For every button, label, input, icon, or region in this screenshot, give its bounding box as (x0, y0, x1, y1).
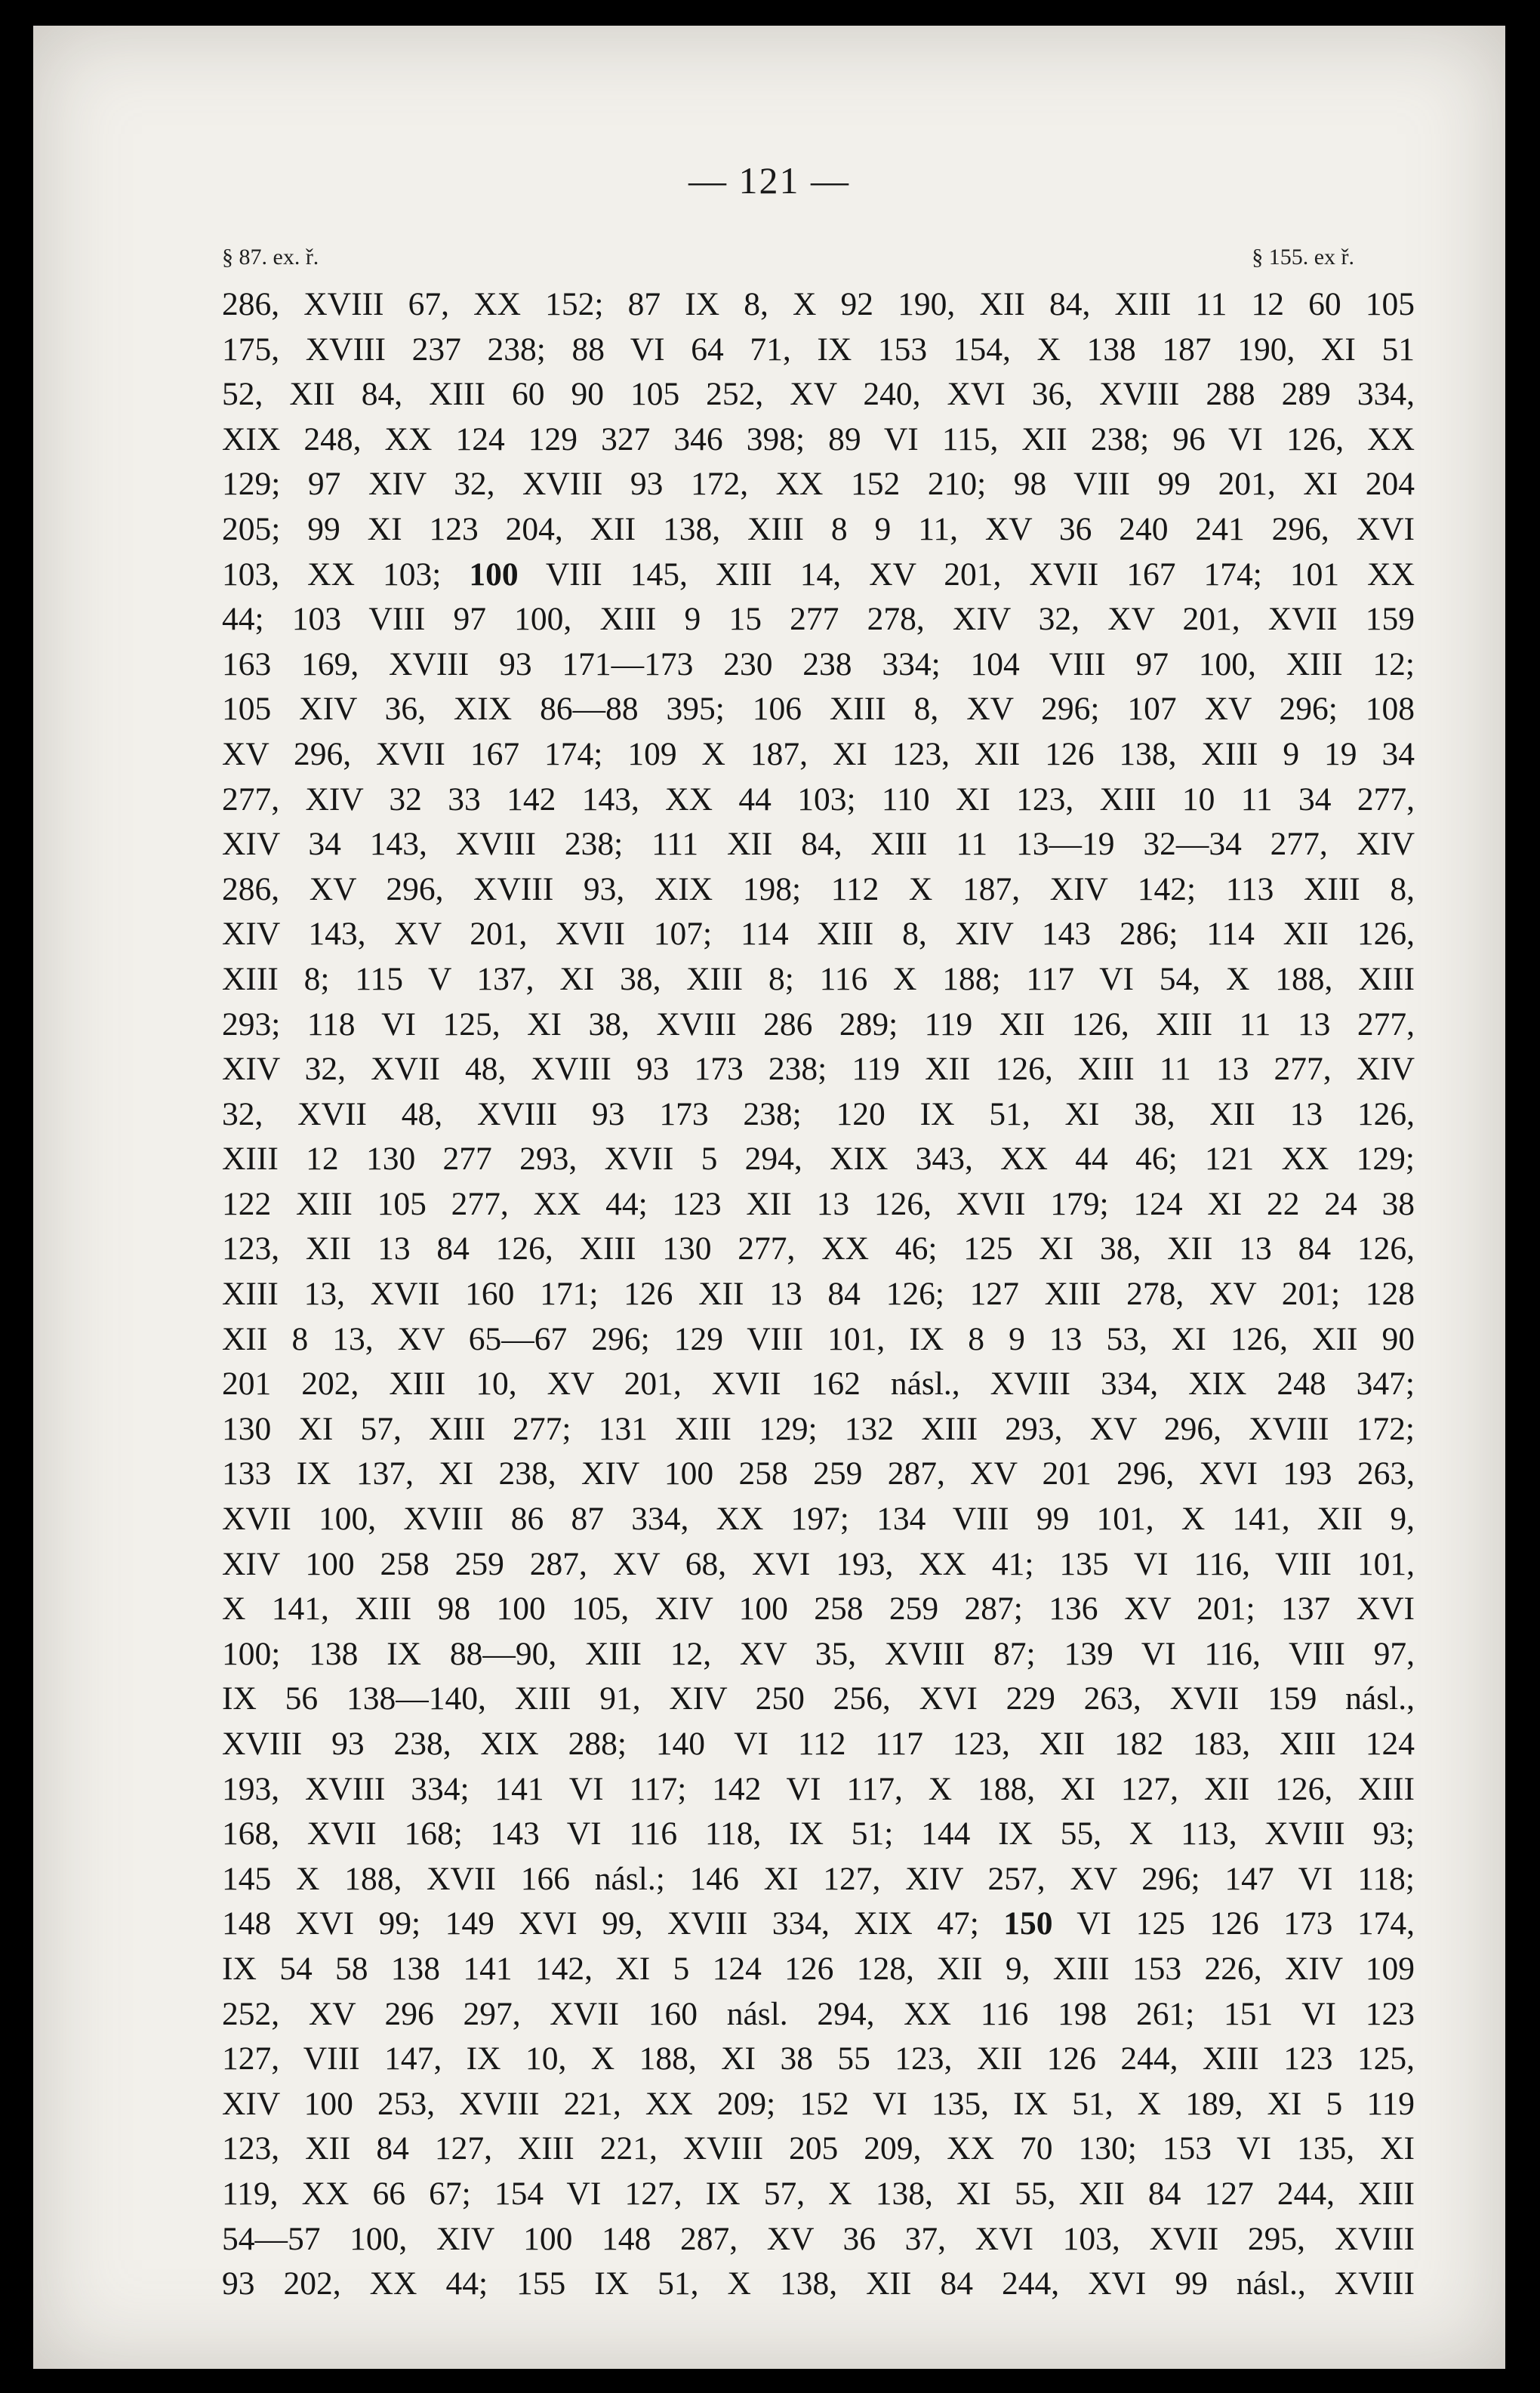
text-segment: 130 XI 57, XIII 277; 131 XIII 129; 132 XIII 293, XV 296, XVIII 172; (222, 1410, 1415, 1447)
text-segment: XVII 100, XVIII 86 87 334, XX 197; 134 VIII 99 101, X 141, XII 9, (222, 1501, 1415, 1538)
text-line (222, 867, 1415, 913)
text-line (222, 1362, 1415, 1407)
text-segment: 54—57 100, XIV 100 148 287, XV 36 37, XVI 103, XVII 295, XVIII (222, 2220, 1415, 2257)
text-segment: VI 125 126 173 174, (1052, 1905, 1415, 1942)
text-segment: XIII 12 130 277 293, XVII 5 294, XIX 343, XX 44 46; 121 XX 129; (222, 1141, 1415, 1178)
text-line (222, 328, 1415, 373)
text-segment: 293; 118 VI 125, XI 38, XVIII 286 289; 119 XII 126, XIII 11 13 277, (222, 1006, 1415, 1043)
text-line (222, 1992, 1415, 2037)
text-segment: XIV 143, XV 201, XVII 107; 114 XIII 8, XIV 143 286; 114 XII 126, (222, 916, 1415, 953)
text-line (222, 1137, 1415, 1182)
text-line (222, 778, 1415, 823)
text-line (222, 1812, 1415, 1857)
text-line (222, 1002, 1415, 1048)
text-segment: XIII 8; 115 V 137, XI 38, XIII 8; 116 X 188; 117 VI 54, X 188, XIII (222, 960, 1415, 997)
text-line (222, 1092, 1415, 1138)
book-page (33, 26, 1505, 2369)
text-line (222, 2172, 1415, 2217)
text-line (222, 1587, 1415, 1632)
text-line (222, 1722, 1415, 1767)
text-segment: 168, XVII 168; 143 VI 116 118, IX 51; 144 IX 55, X 113, XVIII 93; (222, 1816, 1415, 1852)
text-segment: 52, XII 84, XIII 60 90 105 252, XV 240, XVI 36, XVIII 288 289 334, (222, 376, 1415, 413)
text-segment: 127, VIII 147, IX 10, X 188, XI 38 55 123, XII 126 244, XIII 123 125, (222, 2040, 1415, 2077)
text-line (222, 1677, 1415, 1722)
text-line (222, 957, 1415, 1002)
text-line (222, 417, 1415, 463)
text-segment: VIII 145, XIII 14, XV 201, XVII 167 174; 101 XX (518, 556, 1415, 593)
text-line (222, 282, 1415, 328)
text-segment: XIV 34 143, XVIII 238; 111 XII 84, XIII 11 13—19 32—34 277, XIV (222, 826, 1415, 863)
text-line (222, 2037, 1415, 2082)
text-segment: 193, XVIII 334; 141 VI 117; 142 VI 117, X 188, XI 127, XII 126, XIII (222, 1770, 1415, 1807)
text-line (222, 1452, 1415, 1497)
text-segment: XIV 100 258 259 287, XV 68, XVI 193, XX 41; 135 VI 116, VIII 101, (222, 1545, 1415, 1582)
text-segment: 205; 99 XI 123 204, XII 138, XIII 8 9 11, XV 36 240 241 296, XVI (222, 510, 1415, 547)
text-segment: 163 169, XVIII 93 171—173 230 238 334; 104 VIII 97 100, XIII 12; (222, 645, 1415, 682)
text-segment: 123, XII 13 84 126, XIII 130 277, XX 46; 125 XI 38, XII 13 84 126, (222, 1230, 1415, 1267)
bold-entry-number: 100 (469, 556, 519, 593)
text-segment: XIV 100 253, XVIII 221, XX 209; 152 VI 135, IX 51, X 189, XI 5 119 (222, 2085, 1415, 2122)
text-segment: 103, XX 103; (222, 556, 470, 593)
running-head-left: § 87. ex. ř. (222, 245, 319, 269)
running-head-right: § 155. ex ř. (1252, 245, 1354, 269)
text-segment: XV 296, XVII 167 174; 109 X 187, XI 123, XII 126 138, XIII 9 19 34 (222, 735, 1415, 772)
text-segment: 252, XV 296 297, XVII 160 násl. 294, XX 116 198 261; 151 VI 123 (222, 1995, 1415, 2032)
text-segment: XIX 248, XX 124 129 327 346 398; 89 VI 115, XII 238; 96 VI 126, XX (222, 420, 1415, 457)
text-line (222, 507, 1415, 553)
text-segment: 277, XIV 32 33 142 143, XX 44 103; 110 XI 123, XIII 10 11 34 277, (222, 781, 1415, 818)
text-line (222, 1317, 1415, 1363)
text-segment: 44; 103 VIII 97 100, XIII 9 15 277 278, XIV 32, XV 201, XVII 159 (222, 601, 1415, 638)
text-line (222, 2217, 1415, 2262)
text-segment: 122 XIII 105 277, XX 44; 123 XII 13 126, XVII 179; 124 XI 22 24 38 (222, 1185, 1415, 1222)
text-segment: 105 XIV 36, XIX 86—88 395; 106 XIII 8, XV 296; 107 XV 296; 108 (222, 691, 1415, 728)
text-segment: 129; 97 XIV 32, XVIII 93 172, XX 152 210; 98 VIII 99 201, XI 204 (222, 466, 1415, 503)
text-line (222, 687, 1415, 732)
text-segment: 133 IX 137, XI 238, XIV 100 258 259 287, XV 201 296, XVI 193 263, (222, 1455, 1415, 1492)
text-segment: IX 56 138—140, XIII 91, XIV 250 256, XVI 229 263, XVII 159 násl., (222, 1680, 1415, 1717)
text-segment: 201 202, XIII 10, XV 201, XVII 162 násl., XVIII 334, XIX 248 347; (222, 1366, 1415, 1403)
text-segment: 93 202, XX 44; 155 IX 51, X 138, XII 84 244, XVI 99 násl., XVIII (222, 2265, 1415, 2302)
text-segment: X 141, XIII 98 100 105, XIV 100 258 259 287; 136 XV 201; 137 XVI (222, 1591, 1415, 1628)
bold-entry-number: 150 (1003, 1905, 1053, 1942)
text-line (222, 1902, 1415, 1947)
text-segment: 119, XX 66 67; 154 VI 127, IX 57, X 138, XI 55, XII 84 127 244, XIII (222, 2175, 1415, 2212)
text-line (222, 1947, 1415, 1992)
text-segment: XII 8 13, XV 65—67 296; 129 VIII 101, IX 8 9 13 53, XI 126, XII 90 (222, 1320, 1415, 1357)
text-line (222, 1407, 1415, 1452)
text-line (222, 553, 1415, 598)
text-line (222, 642, 1415, 688)
text-segment: XIII 13, XVII 160 171; 126 XII 13 84 126; 127 XIII 278, XV 201; 128 (222, 1276, 1415, 1313)
text-line (222, 1632, 1415, 1677)
text-line (222, 462, 1415, 507)
text-line (222, 732, 1415, 778)
text-line (222, 1767, 1415, 1812)
text-line (222, 1047, 1415, 1092)
text-segment: XVIII 93 238, XIX 288; 140 VI 112 117 123, XII 182 183, XIII 124 (222, 1726, 1415, 1762)
text-line (222, 1227, 1415, 1272)
text-line (222, 372, 1415, 417)
text-line (222, 2262, 1415, 2307)
text-segment: 148 XVI 99; 149 XVI 99, XVIII 334, XIX 47; (222, 1905, 1004, 1942)
text-line (222, 1182, 1415, 1227)
text-segment: 286, XV 296, XVIII 93, XIX 198; 112 X 187, XIV 142; 113 XIII 8, (222, 870, 1415, 907)
text-line (222, 1497, 1415, 1542)
text-segment: 32, XVII 48, XVIII 93 173 238; 120 IX 51, XI 38, XII 13 126, (222, 1095, 1415, 1132)
text-line (222, 2127, 1415, 2172)
text-segment: 175, XVIII 237 238; 88 VI 64 71, IX 153 154, X 138 187 190, XI 51 (222, 331, 1415, 368)
page-number: — 121 — (688, 159, 850, 202)
text-line (222, 1857, 1415, 1902)
text-segment: IX 54 58 138 141 142, XI 5 124 126 128, XII 9, XIII 153 226, XIV 109 (222, 1950, 1415, 1987)
text-line (222, 2082, 1415, 2127)
text-line (222, 1542, 1415, 1588)
text-segment: 145 X 188, XVII 166 násl.; 146 XI 127, XIV 257, XV 296; 147 VI 118; (222, 1860, 1415, 1897)
text-line (222, 597, 1415, 642)
text-segment: 123, XII 84 127, XIII 221, XVIII 205 209, XX 70 130; 153 VI 135, XI (222, 2130, 1415, 2167)
text-line (222, 1272, 1415, 1317)
text-segment: 286, XVIII 67, XX 152; 87 IX 8, X 92 190, XII 84, XIII 11 12 60 105 (222, 286, 1415, 322)
index-text-block (222, 282, 1415, 2307)
text-line (222, 912, 1415, 957)
text-segment: XIV 32, XVII 48, XVIII 93 173 238; 119 XII 126, XIII 11 13 277, XIV (222, 1051, 1415, 1088)
text-segment: 100; 138 IX 88—90, XIII 12, XV 35, XVIII 87; 139 VI 116, VIII 97, (222, 1635, 1415, 1672)
text-line (222, 822, 1415, 867)
